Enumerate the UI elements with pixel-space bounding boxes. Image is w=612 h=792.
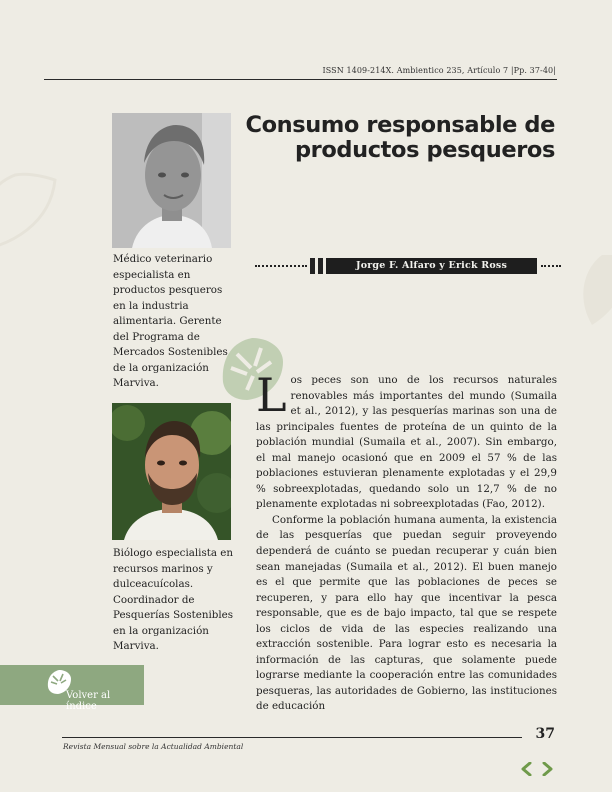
article-authors: Jorge F. Alfaro y Erick Ross [326,258,537,274]
article-title-line-1: Consumo responsable de [245,112,555,138]
volver-al-indice-button[interactable] [0,665,144,712]
background-leaf-icon [572,250,612,330]
paragraph-1-text: os peces son uno de los recursos naturales renovables más importantes del mundo (Sumaila et al., 2012), y las pesquerías marinas son una de las principales fuentes de proteína de un quinto de la población mundial (Sumaila et al., 2007). Sin embargo, el mal manejo ocasionó que en 2009 el 57 % de las poblaciones estuvieran plenamente explotadas y el 29,9 % sobreexplotadas, quedando solo un 12,7 % de no plenamente explotadas ni sobreexplotadas (Fao, 2012). [256,374,557,511]
author-bio-2: Biólogo especialista en recursos marinos y dulceacuícolas. Coordinador de Pesquerías Sostenibles en la organización Marviva. [113,547,234,652]
article-body [256,368,557,715]
page-number: 37 [535,726,555,742]
dropcap: L [256,368,287,422]
author-photo-1 [112,113,231,248]
dotted-rule-right [541,265,561,267]
portrait-man-grey-hair-icon [112,113,231,248]
volver-label: Volver al índice [66,690,111,712]
article-title-line-2: productos pesqueros [294,137,555,163]
page-navigation [520,762,554,776]
author-bio-1: Médico veterinario especialista en productos pesqueros en la industria alimentaria. Gerente del Programa de Mercados Sostenibles de la organización Marviva. [113,253,228,389]
header-divider [44,79,557,80]
publication-name: Revista Mensual sobre la Actualidad Ambiental [63,742,244,751]
previous-page-arrow-icon[interactable] [520,762,534,776]
article-title [235,113,555,163]
decorative-bar [310,258,315,274]
author-photo-2 [112,403,231,540]
footer-divider [62,737,522,738]
decorative-bar [318,258,323,274]
background-leaf-icon [0,170,60,260]
next-page-arrow-icon[interactable] [540,762,554,776]
author-band [255,257,560,275]
paragraph-2: Conforme la población humana aumenta, la existencia de las pesquerías que puedan seguir proveyendo dependerá de cuánto se puedan recuperar y cuán bien sean manejadas (Sumaila et al., 2012). El buen manejo es el que permite que las poblaciones de peces se recuperen, y para ello hay que incentivar la pesca responsable, que es de bajo impacto, tal que se respete los ciclos de vida de las especies realizando una extracción sostenible. Para lograr esto es necesaria la información de las capturas, que solamente puede lograrse mediante la cooperación entre las comunidades pesqueras, las autoridades de Gobierno, las instituciones de educación [256,513,557,713]
portrait-man-beard-icon [112,403,231,540]
issn-header: ISSN 1409-214X. Ambientico 235, Artículo 7 |Pp. 37-40| [322,66,556,75]
dotted-rule-left [255,265,307,267]
paragraph-1 [256,368,557,513]
